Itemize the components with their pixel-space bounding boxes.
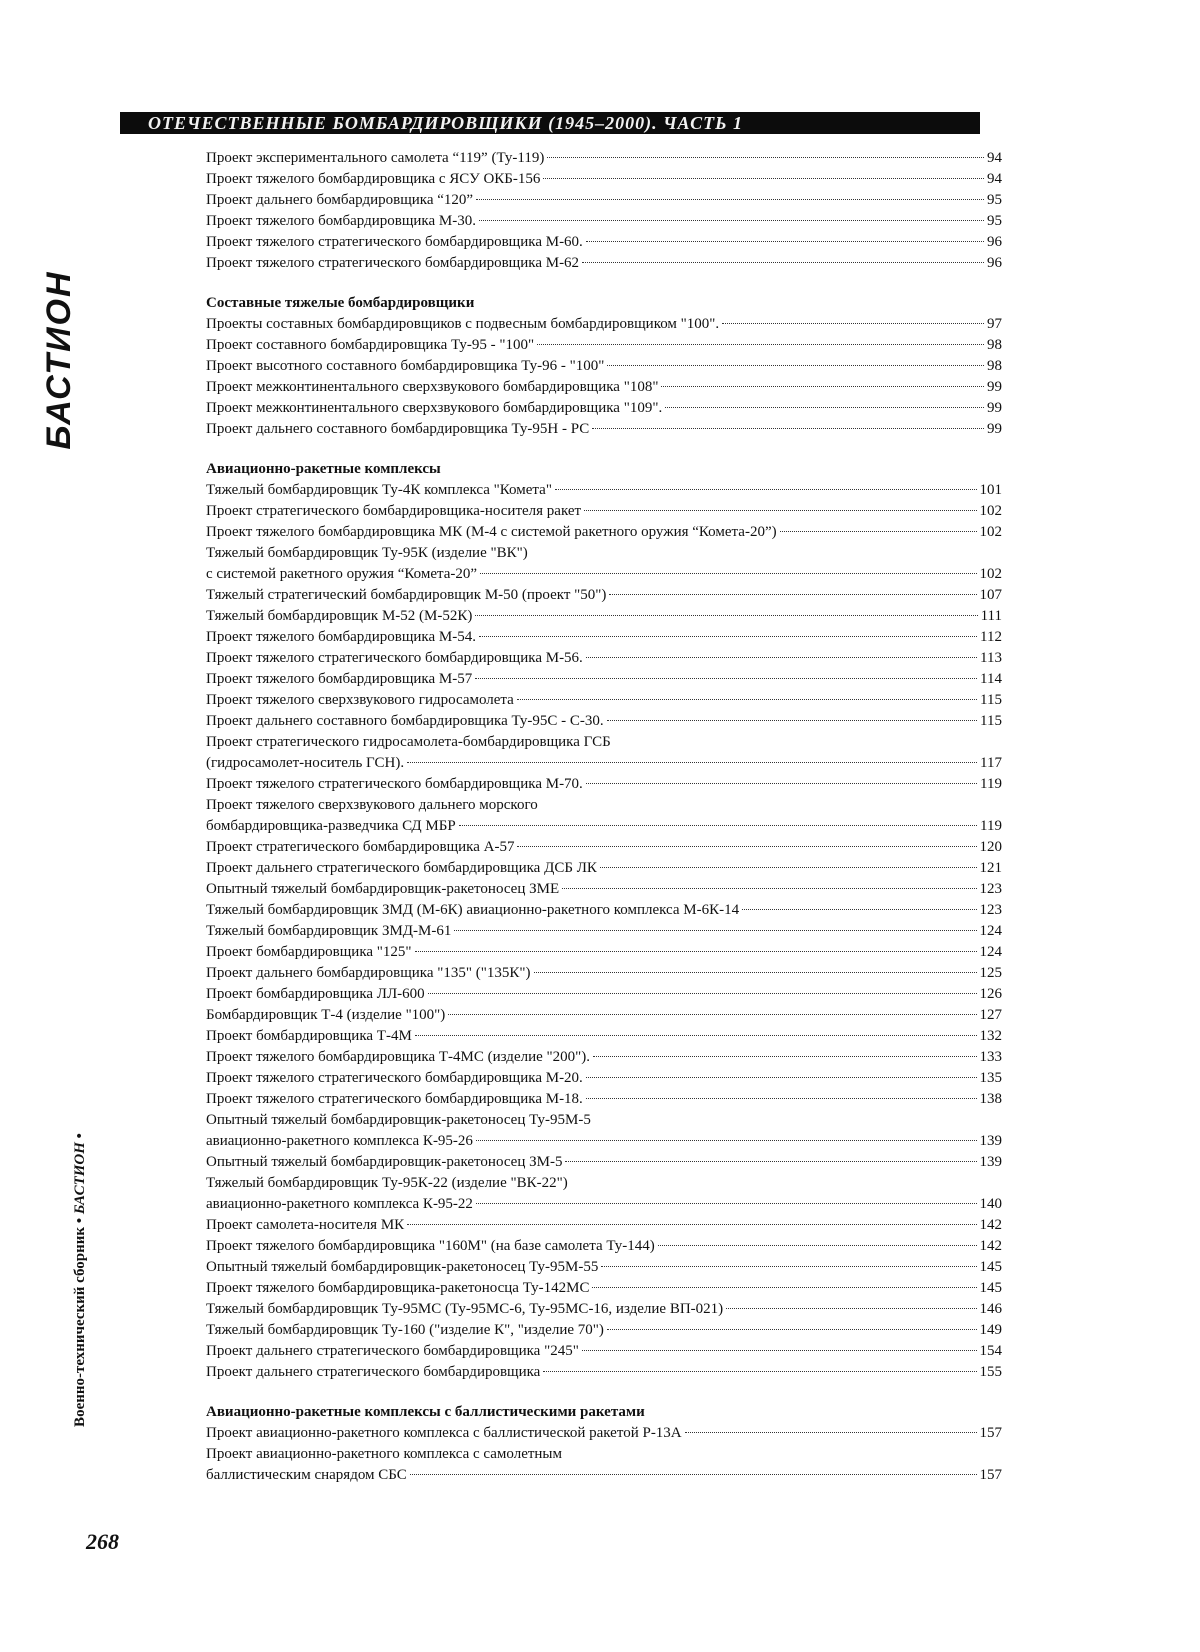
toc-entry — [206, 942, 1002, 963]
toc-entry-line: Тяжелый бомбардировщик Ту-95К-22 (изделие "ВК-22") — [206, 1175, 568, 1191]
toc-entry — [206, 253, 1002, 274]
toc-entry-page: 124 — [979, 944, 1002, 960]
leader-dots — [661, 386, 984, 387]
toc-entry-text: Проект дальнего бомбардировщика “120” — [206, 192, 474, 208]
toc-entry — [206, 1320, 1002, 1341]
toc-entry-text: Бомбардировщик Т-4 (изделие "100") — [206, 1007, 446, 1023]
toc-entry-text: Проект стратегического бомбардировщика-носителя ракет — [206, 503, 582, 519]
toc-entry — [206, 314, 1002, 335]
leader-dots — [407, 762, 977, 763]
toc-entry-text: Опытный тяжелый бомбардировщик-ракетоносец ЗМ-5 — [206, 1154, 563, 1170]
toc-entry — [206, 690, 1002, 711]
toc-entry-text: баллистическим снарядом СБС — [206, 1467, 407, 1483]
side-footer-suffix: • — [72, 1133, 88, 1143]
leader-dots — [607, 1329, 977, 1330]
toc-entry-page: 149 — [979, 1322, 1002, 1338]
leader-dots — [537, 344, 984, 345]
toc-entry — [206, 648, 1002, 669]
toc-entry — [206, 858, 1002, 879]
toc-entry-text: Проект бомбардировщика Т-4М — [206, 1028, 412, 1044]
toc-entry — [206, 564, 1002, 585]
toc-entry — [206, 1465, 1002, 1486]
toc-entry-page: 94 — [987, 171, 1002, 187]
toc-entry-line: Проект авиационно-ракетного комплекса с самолетным — [206, 1446, 563, 1462]
toc-entry-text: Проект тяжелого бомбардировщика с ЯСУ ОКБ-156 — [206, 171, 541, 187]
leader-dots — [592, 1287, 976, 1288]
toc-entry — [206, 963, 1002, 984]
toc-entry — [206, 211, 1002, 232]
toc-section — [206, 459, 1002, 1383]
toc-entry-page: 157 — [979, 1467, 1002, 1483]
leader-dots — [410, 1474, 977, 1475]
toc-entry — [206, 1299, 1002, 1320]
leader-dots — [543, 178, 984, 179]
toc-entry-page: 99 — [987, 379, 1002, 395]
toc-entry-page: 146 — [979, 1301, 1002, 1317]
toc-entry-page: 95 — [987, 213, 1002, 229]
toc-entry-page: 145 — [979, 1280, 1002, 1296]
toc-entry-page: 94 — [987, 150, 1002, 166]
toc-entry-page: 145 — [979, 1259, 1002, 1275]
toc-entry-text: бомбардировщика-разведчика СД МБР — [206, 818, 456, 834]
toc-entry-text: Проект стратегического бомбардировщика А-57 — [206, 839, 515, 855]
toc-entry — [206, 232, 1002, 253]
toc-entry-page: 102 — [979, 524, 1002, 540]
leader-dots — [722, 323, 984, 324]
toc-entry-text: Тяжелый стратегический бомбардировщик М-50 (проект "50") — [206, 587, 607, 603]
toc-entry-page: 127 — [979, 1007, 1002, 1023]
toc-entry-page: 133 — [979, 1049, 1002, 1065]
leader-dots — [586, 657, 977, 658]
leader-dots — [658, 1245, 977, 1246]
toc-entry-text: Проект самолета-носителя МК — [206, 1217, 405, 1233]
toc-entry — [206, 148, 1002, 169]
header-band — [120, 112, 980, 134]
leader-dots — [607, 365, 984, 366]
toc-entry-text: Проект тяжелого бомбардировщика-ракетоносца Ту-142МС — [206, 1280, 590, 1296]
toc-entry-text: Проект тяжелого стратегического бомбардировщика М-70. — [206, 776, 583, 792]
leader-dots — [517, 846, 976, 847]
leader-dots — [726, 1308, 976, 1309]
section-title: Составные тяжелые бомбардировщики — [206, 295, 475, 311]
toc-entry-text: (гидросамолет-носитель ГСН). — [206, 755, 405, 771]
leader-dots — [475, 615, 977, 616]
toc-entry-page: 111 — [980, 608, 1002, 624]
leader-dots — [607, 720, 977, 721]
leader-dots — [476, 1203, 977, 1204]
toc-entry-text: Проект составного бомбардировщика Ту-95 - "100" — [206, 337, 535, 353]
toc-entry-page: 123 — [979, 902, 1002, 918]
toc-entry — [206, 1047, 1002, 1068]
leader-dots — [586, 783, 977, 784]
leader-dots — [475, 678, 977, 679]
toc-entry-text: Проект тяжелого бомбардировщика "160М" (на базе самолета Ту-144) — [206, 1238, 655, 1254]
toc-entry-text: Проект дальнего стратегического бомбардировщика "245" — [206, 1343, 579, 1359]
toc-entry — [206, 1152, 1002, 1173]
toc-entry-text: Проект тяжелого стратегического бомбардировщика М-60. — [206, 234, 583, 250]
toc-entry-page: 95 — [987, 192, 1002, 208]
leader-dots — [459, 825, 977, 826]
toc-entry-text: Тяжелый бомбардировщик ЗМД-М-61 — [206, 923, 452, 939]
leader-dots — [586, 1077, 977, 1078]
toc-entry-page: 97 — [987, 316, 1002, 332]
toc-entry — [206, 419, 1002, 440]
leader-dots — [517, 699, 977, 700]
leader-dots — [428, 993, 977, 994]
toc-entry-text: Проект дальнего бомбардировщика "135" ("135К") — [206, 965, 531, 981]
toc-entry-page: 112 — [980, 629, 1002, 645]
leader-dots — [476, 1140, 977, 1141]
toc-entry-page: 119 — [980, 818, 1002, 834]
toc-entry — [206, 398, 1002, 419]
toc-entry-page: 115 — [980, 713, 1002, 729]
toc-entry-page: 155 — [979, 1364, 1002, 1380]
toc-entry — [206, 1026, 1002, 1047]
toc-entry-text: Проект бомбардировщика "125" — [206, 944, 412, 960]
toc-entry — [206, 879, 1002, 900]
toc-entry — [206, 816, 1002, 837]
leader-dots — [582, 1350, 977, 1351]
side-brand: БАСТИОН — [40, 270, 78, 450]
leader-dots — [593, 1056, 976, 1057]
leader-dots — [479, 636, 977, 637]
toc-entry — [206, 606, 1002, 627]
toc-entry — [206, 1068, 1002, 1089]
leader-dots — [543, 1371, 976, 1372]
toc-entry — [206, 1131, 1002, 1152]
toc-entry-page: 117 — [980, 755, 1002, 771]
toc-entry — [206, 753, 1002, 774]
toc-entry-text: авиационно-ракетного комплекса К-95-26 — [206, 1133, 473, 1149]
leader-dots — [601, 1266, 976, 1267]
toc-entry — [206, 585, 1002, 606]
toc-entry-text: Проект тяжелого бомбардировщика М-54. — [206, 629, 476, 645]
toc-entry-page: 115 — [980, 692, 1002, 708]
leader-dots — [480, 573, 976, 574]
side-footer-prefix: Военно-технический сборник • — [72, 1214, 88, 1427]
leader-dots — [454, 930, 976, 931]
toc-entry — [206, 1257, 1002, 1278]
toc-entry — [206, 1423, 1002, 1444]
toc-entry — [206, 169, 1002, 190]
toc-entry — [206, 774, 1002, 795]
toc-entry-text: Проект тяжелого стратегического бомбардировщика М-62 — [206, 255, 580, 271]
leader-dots — [547, 157, 984, 158]
toc-entry — [206, 921, 1002, 942]
toc-entry-text: Проект тяжелого бомбардировщика М-57 — [206, 671, 473, 687]
leader-dots — [555, 489, 977, 490]
toc-entry-page: 114 — [980, 671, 1002, 687]
leader-dots — [600, 867, 977, 868]
toc-entry — [206, 522, 1002, 543]
side-footer — [72, 1060, 89, 1500]
toc-entry-page: 96 — [987, 234, 1002, 250]
toc-entry-page: 139 — [979, 1154, 1002, 1170]
toc-entry-text: Опытный тяжелый бомбардировщик-ракетоносец Ту-95М-55 — [206, 1259, 599, 1275]
leader-dots — [685, 1432, 977, 1433]
toc-entry-page: 107 — [979, 587, 1002, 603]
toc-entry-text: Проект межконтинентального сверхзвукового бомбардировщика "109". — [206, 400, 663, 416]
toc-entry-page: 139 — [979, 1133, 1002, 1149]
leader-dots — [476, 199, 984, 200]
toc-entry-page: 157 — [979, 1425, 1002, 1441]
toc-entry-page: 102 — [979, 503, 1002, 519]
toc-entry-text: Тяжелый бомбардировщик Ту-160 ("изделие К", "изделие 70") — [206, 1322, 604, 1338]
toc-entry-page: 154 — [979, 1343, 1002, 1359]
leader-dots — [586, 241, 984, 242]
toc-entry-text: Тяжелый бомбардировщик Ту-95МС (Ту-95МС-6, Ту-95МС-16, изделие ВП-021) — [206, 1301, 724, 1317]
toc-entry-page: 113 — [980, 650, 1002, 666]
toc-entry-page: 126 — [979, 986, 1002, 1002]
leader-dots — [415, 951, 977, 952]
toc-entry-page: 142 — [979, 1238, 1002, 1254]
toc-entry-text: Проект тяжелого сверхзвукового гидросамолета — [206, 692, 514, 708]
toc-entry-text: с системой ракетного оружия “Комета-20” — [206, 566, 478, 582]
toc-entry — [206, 627, 1002, 648]
toc-entry-page: 99 — [987, 421, 1002, 437]
toc-entry-text: Проекты составных бомбардировщиков с подвесным бомбардировщиком "100". — [206, 316, 720, 332]
toc-entry — [206, 669, 1002, 690]
toc-entry — [206, 190, 1002, 211]
leader-dots — [415, 1035, 977, 1036]
toc-entry — [206, 837, 1002, 858]
leader-dots — [742, 909, 976, 910]
toc-entry — [206, 501, 1002, 522]
side-footer-brand: БАСТИОН — [72, 1142, 88, 1215]
toc-section — [206, 293, 1002, 440]
toc-entry-text: Опытный тяжелый бомбардировщик-ракетоносец ЗМЕ — [206, 881, 560, 897]
toc-entry-text: Проект тяжелого стратегического бомбардировщика М-18. — [206, 1091, 583, 1107]
toc-entry — [206, 1236, 1002, 1257]
toc-entry-text: авиационно-ракетного комплекса К-95-22 — [206, 1196, 473, 1212]
toc-entry-text: Тяжелый бомбардировщик ЗМД (М-6К) авиационно-ракетного комплекса М-6К-14 — [206, 902, 740, 918]
toc-entry — [206, 900, 1002, 921]
leader-dots — [448, 1014, 976, 1015]
toc-entry-page: 123 — [979, 881, 1002, 897]
toc-entry-page: 98 — [987, 358, 1002, 374]
toc-entry-text: Проект бомбардировщика ЛЛ-600 — [206, 986, 425, 1002]
leader-dots — [407, 1224, 976, 1225]
leader-dots — [586, 1098, 977, 1099]
header-title: ОТЕЧЕСТВЕННЫЕ БОМБАРДИРОВЩИКИ (1945–2000). ЧАСТЬ 1 — [148, 113, 744, 133]
table-of-contents — [206, 148, 1002, 1505]
toc-entry-page: 119 — [980, 776, 1002, 792]
toc-entry-text: Проект тяжелого стратегического бомбардировщика М-20. — [206, 1070, 583, 1086]
toc-entry-text: Проект авиационно-ракетного комплекса с баллистической ракетой Р-13А — [206, 1425, 682, 1441]
toc-entry-text: Тяжелый бомбардировщик М-52 (М-52К) — [206, 608, 473, 624]
toc-entry-page: 121 — [979, 860, 1002, 876]
leader-dots — [565, 1161, 976, 1162]
toc-entry-text: Проект тяжелого бомбардировщика Т-4МС (изделие "200"). — [206, 1049, 591, 1065]
toc-entry — [206, 1278, 1002, 1299]
toc-entry — [206, 377, 1002, 398]
toc-entry — [206, 1362, 1002, 1383]
toc-entry-line: Проект тяжелого сверхзвукового дальнего морского — [206, 797, 538, 813]
toc-entry-page: 140 — [979, 1196, 1002, 1212]
toc-entry-page: 142 — [979, 1217, 1002, 1233]
toc-entry — [206, 1005, 1002, 1026]
toc-entry — [206, 335, 1002, 356]
toc-entry-page: 125 — [979, 965, 1002, 981]
toc-entry-page: 135 — [979, 1070, 1002, 1086]
toc-entry-line: Опытный тяжелый бомбардировщик-ракетоносец Ту-95М-5 — [206, 1112, 591, 1128]
toc-entry-text: Проект тяжелого бомбардировщика М-30. — [206, 213, 476, 229]
toc-entry-page: 98 — [987, 337, 1002, 353]
leader-dots — [592, 428, 984, 429]
section-title: Авиационно-ракетные комплексы — [206, 461, 441, 477]
toc-entry-text: Проект дальнего составного бомбардировщика Ту-95С - С-30. — [206, 713, 604, 729]
leader-dots — [534, 972, 977, 973]
toc-entry — [206, 711, 1002, 732]
toc-entry — [206, 480, 1002, 501]
toc-entry-page: 120 — [979, 839, 1002, 855]
toc-section — [206, 148, 1002, 274]
toc-entry-text: Проект межконтинентального сверхзвукового бомбардировщика "108" — [206, 379, 659, 395]
toc-section — [206, 1402, 1002, 1486]
toc-entry-line: Проект стратегического гидросамолета-бомбардировщика ГСБ — [206, 734, 611, 750]
leader-dots — [780, 531, 977, 532]
toc-entry-text: Проект тяжелого стратегического бомбардировщика М-56. — [206, 650, 583, 666]
toc-entry — [206, 1194, 1002, 1215]
toc-entry-page: 124 — [979, 923, 1002, 939]
page-number: 268 — [86, 1529, 119, 1554]
toc-entry — [206, 1089, 1002, 1110]
section-title: Авиационно-ракетные комплексы с баллистическими ракетами — [206, 1404, 645, 1420]
toc-entry — [206, 356, 1002, 377]
leader-dots — [582, 262, 984, 263]
leader-dots — [584, 510, 976, 511]
toc-entry-page: 132 — [979, 1028, 1002, 1044]
toc-entry-page: 99 — [987, 400, 1002, 416]
toc-entry — [206, 984, 1002, 1005]
toc-entry-text: Проект высотного составного бомбардировщика Ту-96 - "100" — [206, 358, 605, 374]
toc-entry-text: Проект дальнего стратегического бомбардировщика ДСБ ЛК — [206, 860, 597, 876]
toc-entry-line: Тяжелый бомбардировщик Ту-95К (изделие "ВК") — [206, 545, 528, 561]
leader-dots — [609, 594, 976, 595]
toc-entry-text: Тяжелый бомбардировщик Ту-4К комплекса "Комета" — [206, 482, 552, 498]
toc-entry-page: 96 — [987, 255, 1002, 271]
toc-entry-text: Проект тяжелого бомбардировщика МК (М-4 с системой ракетного оружия “Комета-20”) — [206, 524, 777, 540]
toc-entry-page: 101 — [979, 482, 1002, 498]
toc-entry-text: Проект экспериментального самолета “119” (Ту-119) — [206, 150, 545, 166]
toc-entry — [206, 1215, 1002, 1236]
leader-dots — [665, 407, 984, 408]
toc-entry-page: 102 — [979, 566, 1002, 582]
toc-entry — [206, 1341, 1002, 1362]
toc-entry-text: Проект дальнего стратегического бомбардировщика — [206, 1364, 541, 1380]
toc-entry-page: 138 — [979, 1091, 1002, 1107]
leader-dots — [562, 888, 976, 889]
toc-entry-text: Проект дальнего составного бомбардировщика Ту-95Н - РС — [206, 421, 590, 437]
leader-dots — [479, 220, 984, 221]
